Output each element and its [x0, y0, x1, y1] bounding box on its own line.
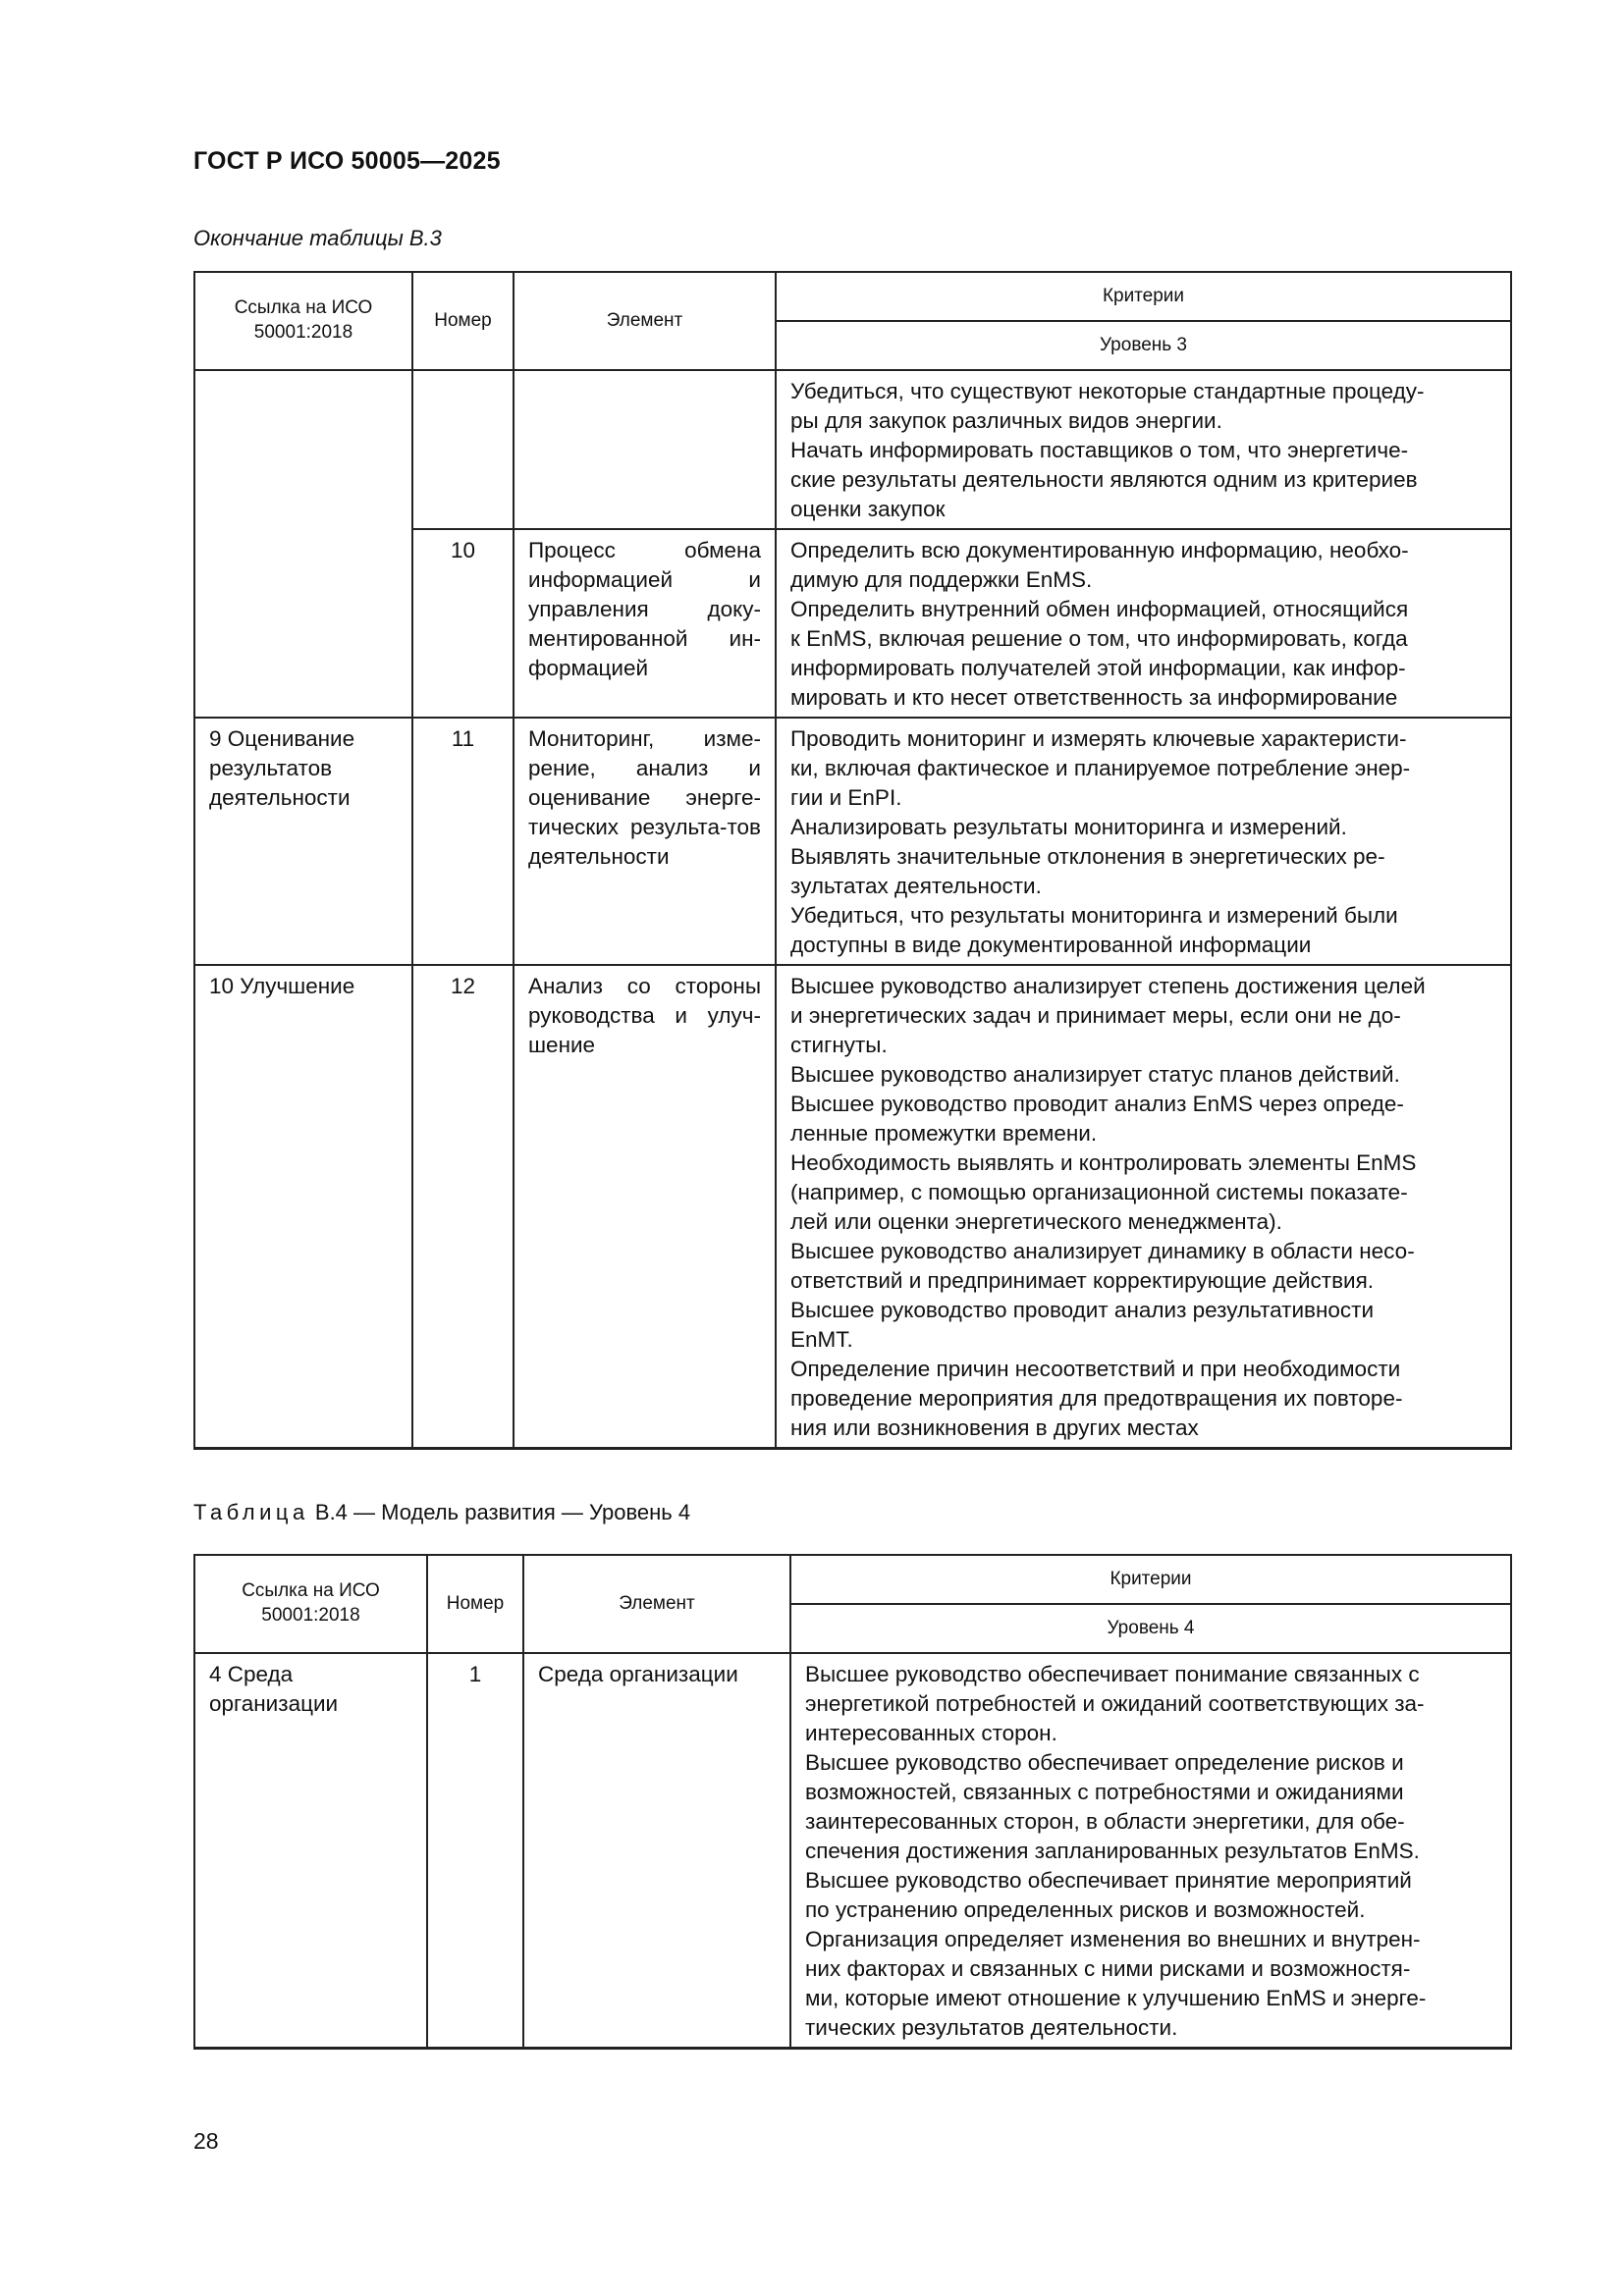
header-ref: Ссылка на ИСО 50001:2018	[194, 272, 412, 370]
cell-criteria: Проводить мониторинг и измерять ключевые характеристи- ки, включая фактическое и планируемое потребление энер- гии и EnPI. Анализировать результаты мониторинга и измерений. Выявлять значительные отклонения в энергетических ре- зультатах деятельности. Убедиться, что результаты мониторинга и измерений были доступны в виде документированной информации	[776, 718, 1511, 965]
table-row	[194, 370, 1511, 529]
cell-ref	[194, 529, 412, 718]
cell-element: Процесс обмена информацией и управления доку-ментированной ин-формацией	[514, 529, 776, 718]
cell-element: Анализ со стороны руководства и улуч-шение	[514, 965, 776, 1449]
table-row	[194, 529, 1511, 718]
cell-criteria: Определить всю документированную информацию, необхо- димую для поддержки EnMS. Определить внутренний обмен информацией, относящийся к EnMS, включая решение о том, что информировать, когда информировать получателей этой информации, как инфор- мировать и кто несет ответственность за информирование	[776, 529, 1511, 718]
cell-ref: 9 Оценивание результатов деятельности	[194, 718, 412, 965]
table-row	[194, 718, 1511, 965]
header-criteria: Критерии	[790, 1555, 1511, 1604]
cell-criteria: Высшее руководство анализирует степень достижения целей и энергетических задач и принимает меры, если они не до- стигнуты. Высшее руководство анализирует статус планов действий. Высшее руководство проводит анализ EnMS через опреде- ленные промежутки времени. Необходимость выявлять и контролировать элементы EnMS (например, с помощью организационной системы показате- лей или оценки энергетического менеджмента). Высшее руководство анализирует динамику в области несо- ответствий и предпринимает корректирующие действия. Высшее руководство проводит анализ результативности EnMT. Определение причин несоответствий и при необходимости проведение мероприятия для предотвращения их повторе- ния или возникновения в других местах	[776, 965, 1511, 1449]
header-ref: Ссылка на ИСО 50001:2018	[194, 1555, 427, 1653]
cell-num: 12	[412, 965, 514, 1449]
table-row	[194, 965, 1511, 1449]
header-criteria: Критерии	[776, 272, 1511, 321]
header-element: Элемент	[514, 272, 776, 370]
cell-num: 1	[427, 1653, 523, 2049]
cell-num: 10	[412, 529, 514, 718]
table-b3-end	[193, 271, 1512, 1450]
header-level: Уровень 3	[776, 321, 1511, 370]
page-number: 28	[193, 2128, 219, 2154]
cell-element	[514, 370, 776, 529]
table-row	[194, 1653, 1511, 2049]
cell-ref	[194, 370, 412, 529]
table-b4	[193, 1554, 1512, 2050]
cell-num: 11	[412, 718, 514, 965]
cell-element: Среда организации	[523, 1653, 790, 2049]
header-num: Номер	[427, 1555, 523, 1653]
cell-criteria: Убедиться, что существуют некоторые стандартные процеду- ры для закупок различных видов энергии. Начать информировать поставщиков о том, что энергетиче- ские результаты деятельности являются одним из критериев оценки закупок	[776, 370, 1511, 529]
header-level: Уровень 4	[790, 1604, 1511, 1653]
document-header: ГОСТ Р ИСО 50005—2025	[193, 147, 501, 175]
cell-criteria: Высшее руководство обеспечивает понимание связанных с энергетикой потребностей и ожиданий соответствующих за- интересованных сторон. Высшее руководство обеспечивает определение рисков и возможностей, связанных с потребностями и ожиданиями заинтересованных сторон, в области энергетики, для обе- спечения достижения запланированных результатов EnMS. Высшее руководство обеспечивает принятие мероприятий по устранению определенных рисков и возможностей. Организация определяет изменения во внешних и внутрен- них факторах и связанных с ними рисками и возможностя- ми, которые имеют отношение к улучшению EnMS и энерге- тических результатов деятельности.	[790, 1653, 1511, 2049]
cell-ref: 4 Среда организации	[194, 1653, 427, 2049]
table-b4-caption: Таблица В.4 — Модель развития — Уровень 4	[193, 1500, 691, 1524]
cell-num	[412, 370, 514, 529]
cell-element: Мониторинг, изме-рение, анализ и оценивание энерге-тических результа-тов деятельности	[514, 718, 776, 965]
cell-ref: 10 Улучшение	[194, 965, 412, 1449]
header-element: Элемент	[523, 1555, 790, 1653]
header-num: Номер	[412, 272, 514, 370]
table-continuation-caption: Окончание таблицы В.3	[193, 226, 442, 250]
